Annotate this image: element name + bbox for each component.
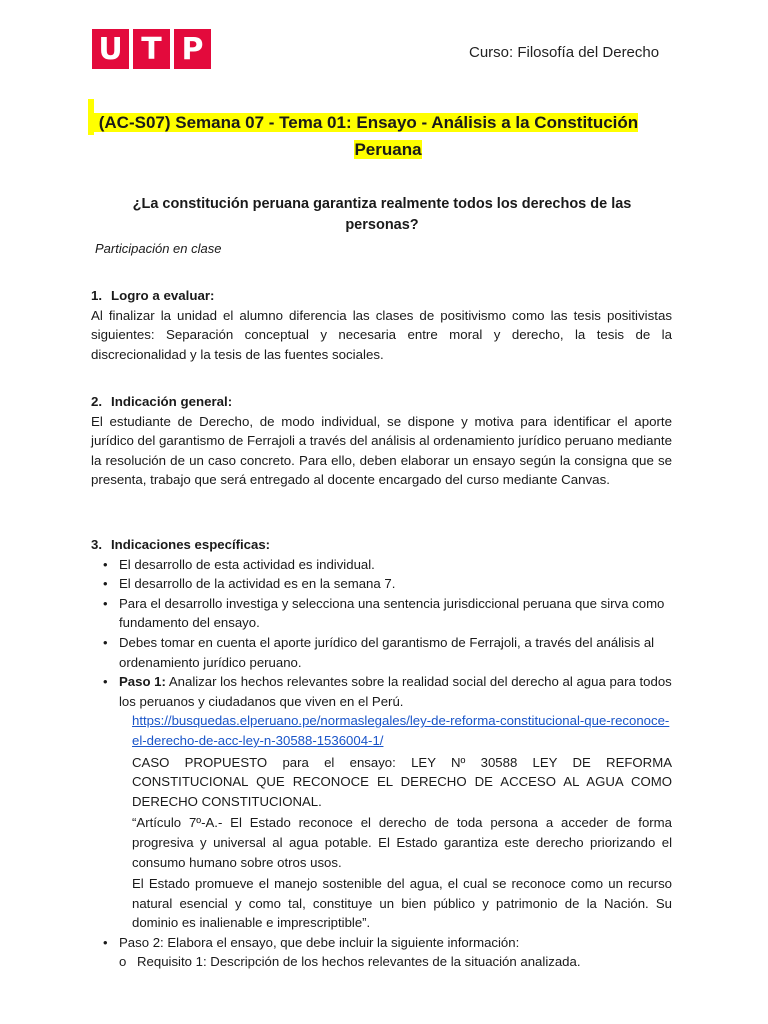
list-item-paso-1: • Paso 1: Analizar los hechos relevantes sobre la realidad social del derecho al agua para todos los peruanos y ciudadanos que viven en el Perú.	[119, 672, 672, 711]
title-line-1: (AC-S07) Semana 07 - Tema 01: Ensayo - Análisis a la Constitución	[98, 113, 639, 132]
section-heading: 3. Indicaciones específicas:	[91, 537, 271, 552]
list-item: • Debes tomar en cuenta el aporte jurídico del garantismo de Ferrajoli, a través del análisis al ordenamiento jurídico peruano.	[119, 633, 672, 672]
list-item-requisito-1: o Requisito 1: Descripción de los hechos relevantes de la situación analizada.	[137, 952, 672, 972]
paso-1-details	[132, 711, 672, 933]
list-item: • El desarrollo de la actividad es en la semana 7.	[119, 574, 672, 594]
list-item-paso-2: • Paso 2: Elabora el ensayo, que debe incluir la siguiente información:	[119, 933, 672, 953]
estado-text: El Estado promueve el manejo sostenible del agua, el cual se reconoce como un recurso natural esencial y como tal, constituye un bien público y patrimonio de la Nación. Su dominio es inalienable e imprescriptible”.	[132, 876, 672, 931]
logo-letter-p: P	[174, 29, 211, 69]
logo-letter-u: U	[92, 29, 129, 69]
bullet-list	[91, 555, 672, 712]
essay-question	[92, 194, 672, 236]
question-line-1: ¿La constitución peruana garantiza realmente todos los derechos de las	[132, 196, 632, 212]
participation-label: Participación en clase	[95, 241, 222, 256]
title-line-2: Peruana	[354, 140, 422, 159]
section-indicacion-general	[91, 392, 672, 490]
section-heading: 1. Logro a evaluar:	[91, 288, 215, 303]
course-name: Curso: Filosofía del Derecho	[469, 44, 660, 61]
sub-list	[119, 952, 672, 972]
bullet-list-2	[91, 933, 672, 953]
question-line-2: personas?	[345, 217, 419, 233]
document-title	[88, 111, 688, 161]
section-text: El estudiante de Derecho, de modo individual, se dispone y motiva para identificar el aporte jurídico del garantismo de Ferrajoli a través del análisis al ordenamiento jurídico peruano mediante la resolución de un caso concreto. Para ello, deben elaborar un ensayo según la consigna que se presenta, trabajo que será entregado al docente encargado del curso mediante Canvas.	[91, 413, 672, 487]
utp-logo	[92, 29, 211, 69]
list-item: • Para el desarrollo investiga y selecciona una sentencia jurisdiccional peruana que sirva como fundamento del ensayo.	[119, 594, 672, 633]
section-heading: 2. Indicación general:	[91, 394, 233, 409]
logo-letter-t: T	[133, 29, 170, 69]
articulo-text: “Artículo 7º-A.- El Estado reconoce el derecho de toda persona a acceder de forma progresiva y universal al agua potable. El Estado garantiza este derecho priorizando el consumo humano sobre otros usos.	[132, 815, 672, 870]
section-indicaciones-especificas	[91, 535, 672, 972]
section-logro	[91, 286, 672, 364]
caso-propuesto: CASO PROPUESTO para el ensayo: LEY Nº 30588 LEY DE REFORMA CONSTITUCIONAL QUE RECONOCE EL DERECHO DE ACCESO AL AGUA COMO DERECHO CONSTITUCIONAL.	[132, 754, 672, 809]
list-item: • El desarrollo de esta actividad es individual.	[119, 555, 672, 575]
law-link[interactable]: https://busquedas.elperuano.pe/normaslegales/ley-de-reforma-constitucional-que-reconoce-el-derecho-de-acc-ley-n-30588-1536004-1/	[132, 713, 670, 748]
section-text: Al finalizar la unidad el alumno diferencia las clases de positivismo como las tesis positivistas siguientes: Separación conceptual y necesaria entre moral y derecho, la tesis de la discrecionalidad y la tesis de las fuentes sociales.	[91, 307, 672, 362]
